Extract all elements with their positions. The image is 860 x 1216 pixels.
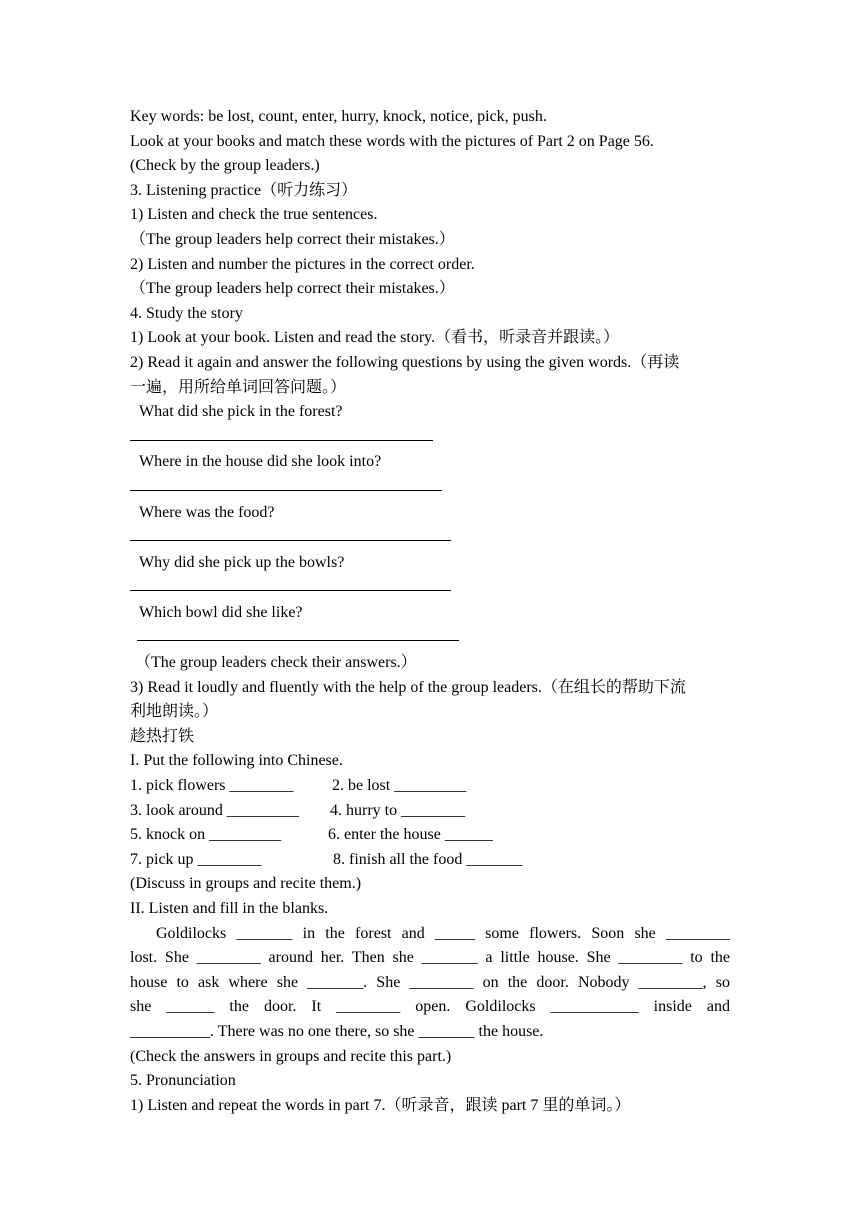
answer-line-2[interactable] [130, 475, 442, 491]
translate-row-3 [130, 823, 730, 848]
cloze-line-2: lost. She ________ around her. Then she _______ a little house. She ________ to the [130, 949, 730, 967]
question-1: What did she pick in the forest? [139, 403, 343, 421]
translate-item-7: 7. pick up ________ [130, 850, 262, 868]
question-3: Where was the food? [139, 503, 275, 521]
listen-check-task: 1) Listen and check the true sentences. [130, 206, 378, 224]
listening-heading: 3. Listening practice（听力练习） [130, 181, 358, 199]
part1-title: I. Put the following into Chinese. [130, 752, 343, 770]
read-again-task-line2: 一遍，用所给单词回答问题。） [130, 378, 347, 396]
answer-line-5[interactable] [137, 625, 459, 641]
cloze-line-4: she ______ the door. It ________ open. Goldilocks ___________ inside and [130, 998, 730, 1016]
discuss-note: (Discuss in groups and recite them.) [130, 875, 362, 893]
study-story-heading: 4. Study the story [130, 304, 243, 322]
part2-title: II. Listen and fill in the blanks. [130, 900, 329, 917]
key-words-line: Key words: be lost, count, enter, hurry, knock, notice, pick, push. [130, 108, 547, 125]
cloze-line-5: __________. There was no one there, so she _______ the house. [130, 1022, 544, 1040]
look-read-task: 1) Look at your book. Listen and read the story.（看书，听录音并跟读。） [130, 329, 620, 347]
read-again-task-line1: 2) Read it again and answer the following questions by using the given words.（再读 [130, 353, 680, 371]
answer-line-3[interactable] [130, 525, 451, 541]
translate-item-5: 5. knock on _________ [130, 826, 282, 844]
practice-heading: 趁热打铁 [130, 727, 195, 745]
question-4: Why did she pick up the bowls? [139, 553, 345, 571]
worksheet-page [130, 105, 730, 1118]
translate-row-2 [130, 799, 730, 824]
leaders-help-note-1: （The group leaders help correct their mistakes.） [130, 230, 455, 248]
translate-item-3: 3. look around _________ [130, 801, 299, 819]
read-loudly-task-line2: 利地朗读。） [130, 703, 219, 721]
cloze-line-3: house to ask where she _______. She ________ on the door. Nobody ________, so [130, 973, 730, 991]
pronunciation-heading: 5. Pronunciation [130, 1072, 236, 1090]
translate-row-4 [130, 848, 730, 873]
translate-row-1 [130, 774, 730, 799]
translate-item-1: 1. pick flowers ________ [130, 777, 294, 795]
answer-line-1[interactable] [130, 425, 433, 441]
cloze-line-1: Goldilocks _______ in the forest and _____ some flowers. Soon she ________ [156, 924, 730, 942]
leaders-check-note: （The group leaders check their answers.） [135, 654, 417, 672]
read-loudly-task-line1: 3) Read it loudly and fluently with the help of the group leaders.（在组长的帮助下流 [130, 678, 686, 696]
question-2: Where in the house did she look into? [139, 453, 382, 471]
answer-line-4[interactable] [130, 575, 451, 591]
listen-number-task: 2) Listen and number the pictures in the correct order. [130, 255, 475, 273]
check-answers-note: (Check the answers in groups and recite this part.) [130, 1047, 452, 1065]
translate-item-2: 2. be lost _________ [332, 777, 467, 795]
leaders-help-note-2: （The group leaders help correct their mistakes.） [130, 280, 455, 298]
translate-item-6: 6. enter the house ______ [328, 826, 493, 844]
question-5: Which bowl did she like? [139, 603, 303, 621]
listen-repeat-task: 1) Listen and repeat the words in part 7.（听录音，跟读 part 7 里的单词。） [130, 1096, 631, 1114]
translate-item-8: 8. finish all the food _______ [333, 850, 523, 868]
check-note: (Check by the group leaders.) [130, 157, 320, 175]
match-instruction: Look at your books and match these words with the pictures of Part 2 on Page 56. [130, 132, 654, 150]
translate-item-4: 4. hurry to ________ [330, 801, 466, 819]
